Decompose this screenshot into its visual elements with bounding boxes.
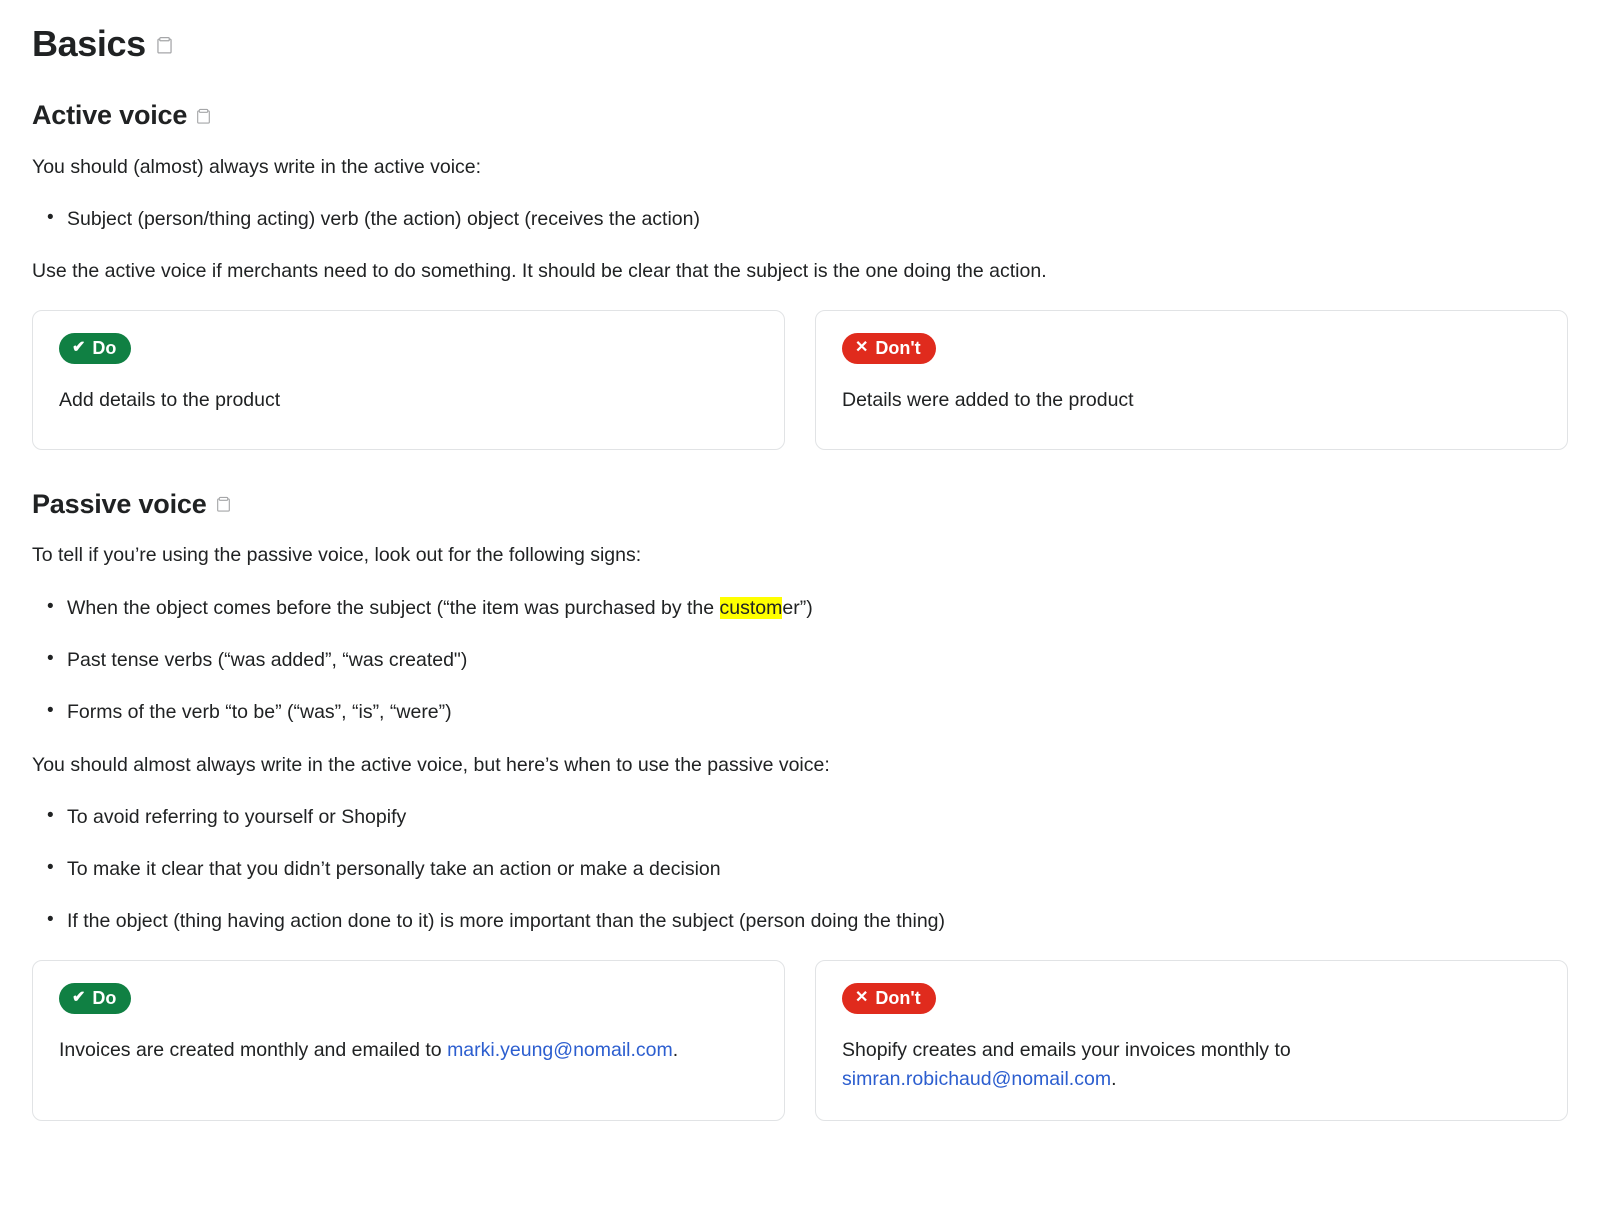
- dont-badge: [842, 983, 936, 1014]
- section-title-active-voice: [32, 99, 1568, 133]
- dont-card: [815, 310, 1568, 450]
- dont-badge-label: Don't: [875, 337, 921, 358]
- page-title: [32, 22, 1568, 65]
- active-voice-intro: You should (almost) always write in the active voice:: [32, 155, 482, 178]
- section-passive-voice: [32, 488, 1568, 1121]
- do-card: [32, 960, 785, 1122]
- list-item: • Past tense verbs (“was added”, “was created"): [56, 646, 1568, 674]
- section-title-text: Passive voice: [32, 488, 207, 519]
- check-icon: ✔: [72, 338, 86, 356]
- section-title-passive-voice: [32, 488, 1568, 522]
- copy-icon[interactable]: [156, 36, 173, 55]
- list-item: • Forms of the verb “to be” (“was”, “is”, “were”): [56, 698, 1568, 726]
- passive-voice-signs: [32, 594, 1568, 727]
- page-title-text: Basics: [32, 23, 146, 64]
- email-link[interactable]: simran.robichaud@nomail.com: [842, 1067, 1112, 1090]
- list-item: • To avoid referring to yourself or Shopify: [56, 803, 1568, 831]
- list-item: • When the object comes before the subject (“the item was purchased by the customer”): [56, 594, 1568, 622]
- do-badge-label: Do: [92, 987, 117, 1008]
- passive-voice-outro: You should almost always write in the active voice, but here’s when to use the passive voice:: [32, 753, 830, 776]
- active-voice-bullets: [32, 205, 1568, 233]
- do-badge: [59, 983, 131, 1014]
- do-card-text-after: .: [672, 1038, 679, 1061]
- check-icon: ✔: [72, 988, 86, 1006]
- do-badge: [59, 333, 131, 364]
- section-title-text: Active voice: [32, 100, 188, 131]
- active-voice-outro: Use the active voice if merchants need to do something. It should be clear that the subject is the one doing the action.: [32, 260, 1047, 283]
- section-active-voice: [32, 99, 1568, 450]
- passive-voice-examples: [32, 960, 1568, 1122]
- active-voice-examples: [32, 310, 1568, 450]
- passive-voice-intro: To tell if you’re using the passive voice, look out for the following signs:: [32, 544, 642, 567]
- email-link[interactable]: marki.yeung@nomail.com: [447, 1038, 673, 1061]
- do-card-text: [59, 1036, 758, 1065]
- dont-card-text-before: Shopify creates and emails your invoices monthly to: [842, 1038, 1291, 1061]
- dont-badge: [842, 333, 936, 364]
- close-icon: ✕: [855, 338, 869, 356]
- close-icon: ✕: [855, 988, 869, 1006]
- dont-card-text-after: .: [1111, 1067, 1117, 1090]
- dont-card-text: [842, 1036, 1541, 1095]
- do-badge-label: Do: [92, 337, 117, 358]
- copy-icon[interactable]: [196, 108, 211, 125]
- dont-card: [815, 960, 1568, 1122]
- do-card: [32, 310, 785, 450]
- do-card-text: Add details to the product: [59, 388, 281, 411]
- list-item: • Subject (person/thing acting) verb (the action) object (receives the action): [56, 205, 1568, 233]
- list-item: • If the object (thing having action done to it) is more important than the subject (person doing the thing): [56, 907, 1568, 935]
- do-card-text-before: Invoices are created monthly and emailed to: [59, 1038, 448, 1061]
- copy-icon[interactable]: [216, 496, 231, 513]
- list-item: • To make it clear that you didn’t personally take an action or make a decision: [56, 855, 1568, 883]
- dont-card-text: Details were added to the product: [842, 388, 1134, 411]
- dont-badge-label: Don't: [875, 987, 921, 1008]
- passive-voice-uses: [32, 803, 1568, 936]
